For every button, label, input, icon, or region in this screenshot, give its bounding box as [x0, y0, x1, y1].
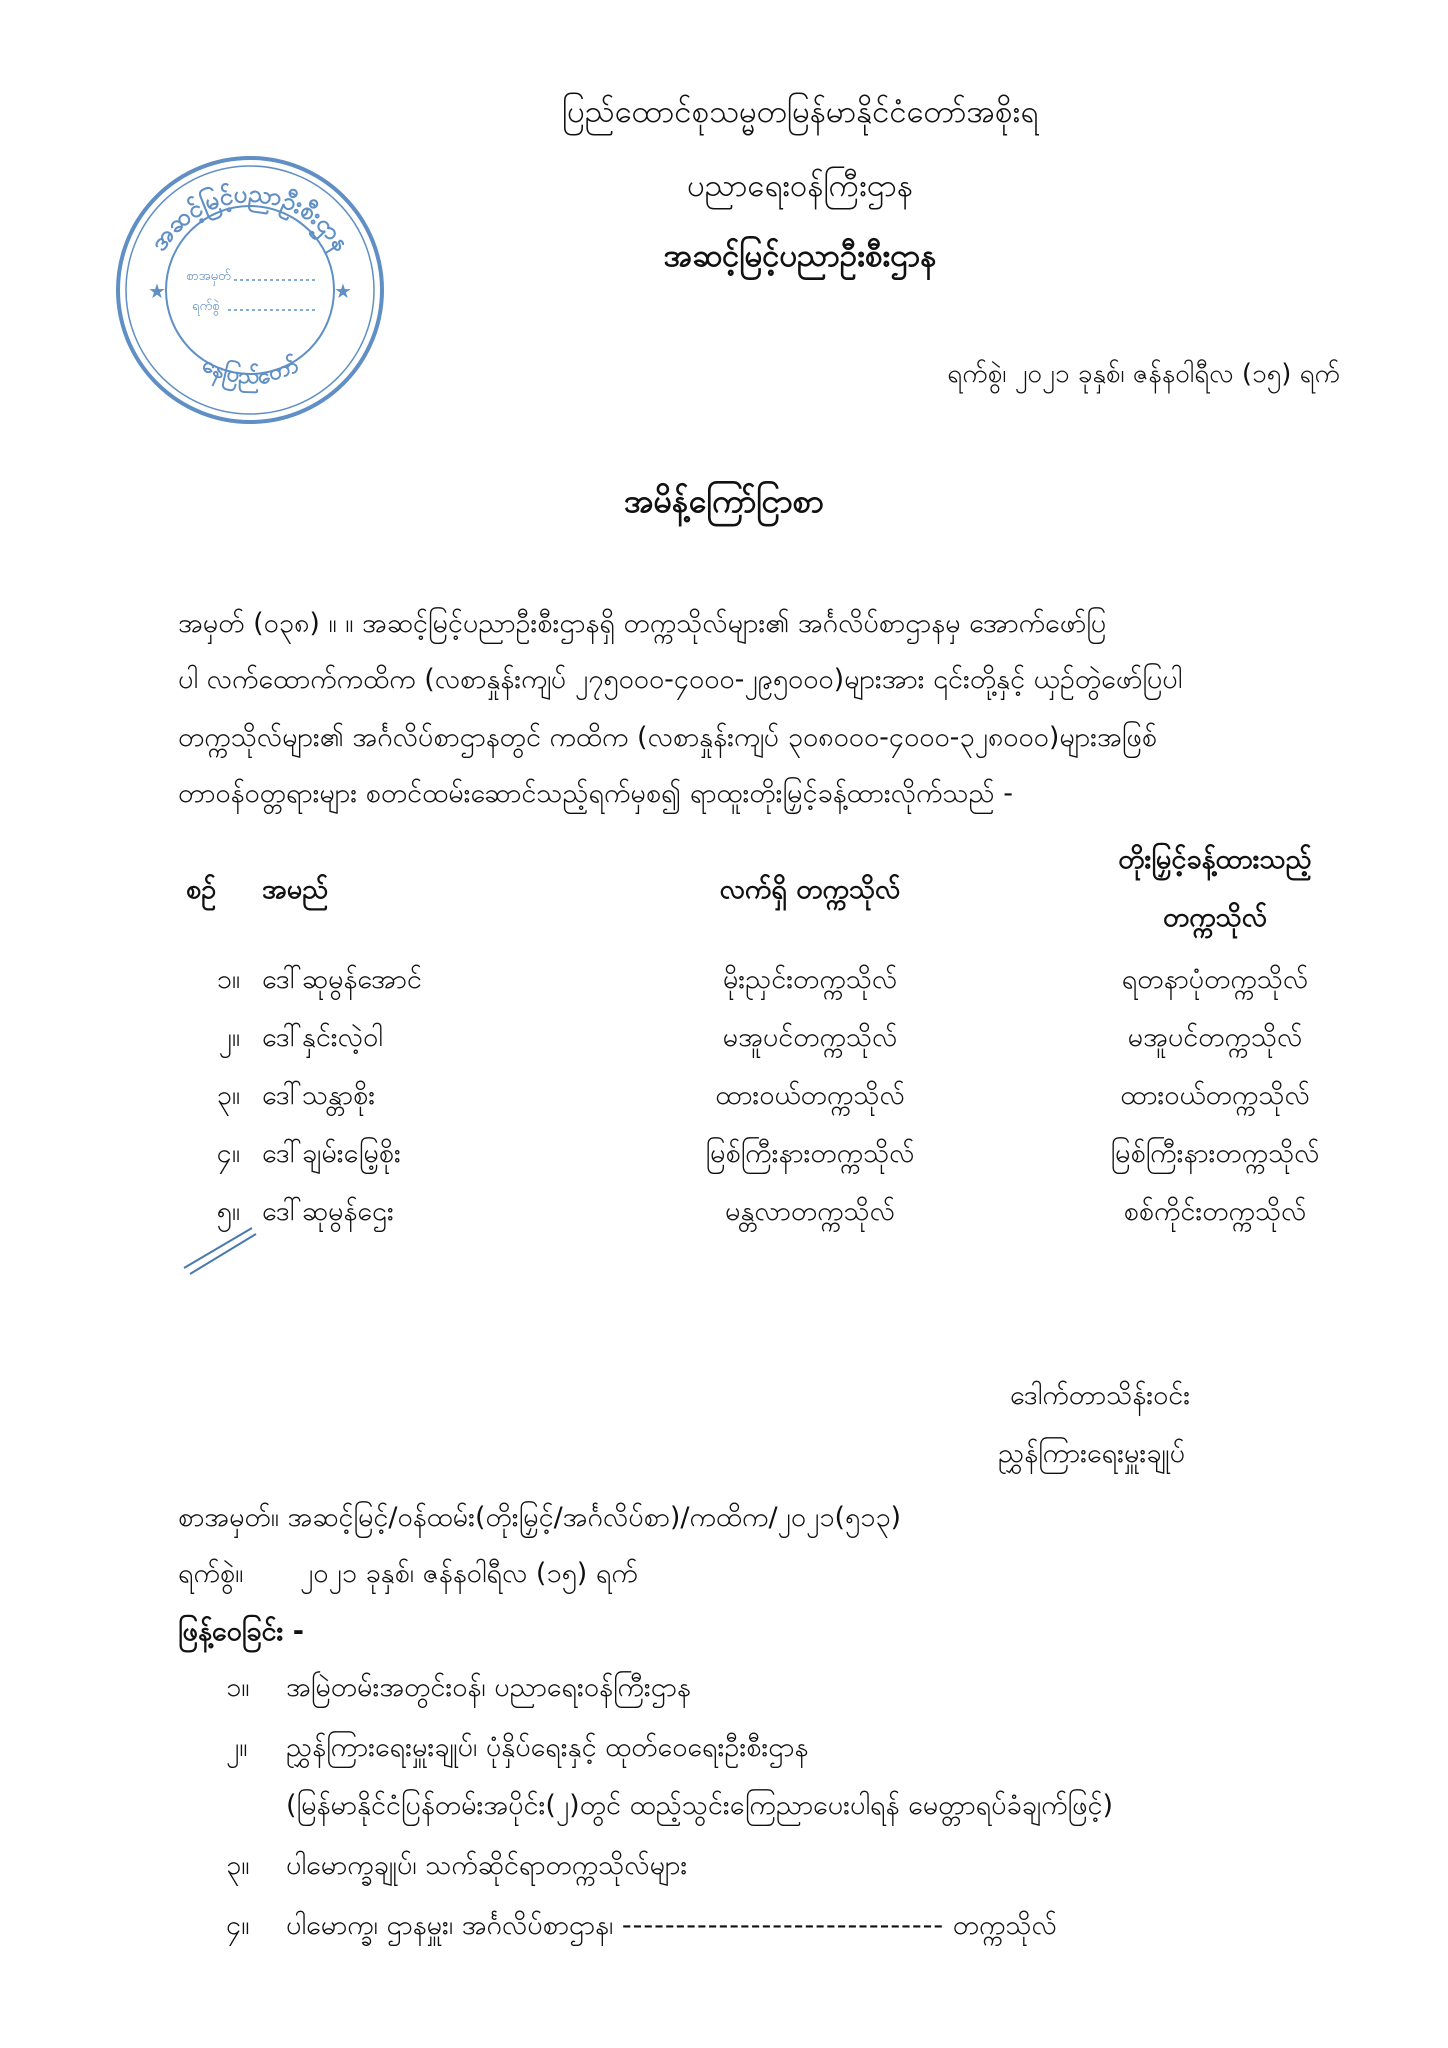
body-line-1: အမှတ် (၀၃၈) ။ ။ အဆင့်မြင့်ပညာဦးစီးဌာနရှိ တက္ကသိုလ်များ၏ အင်္ဂလိပ်စာဌာနမှ အောက်ဖော်ပြ	[178, 608, 1107, 639]
row-current-university: မန္တလာတက္ကသိုလ်	[725, 1196, 895, 1227]
row-promoted-university: ထားဝယ်တက္ကသိုလ်	[1120, 1080, 1310, 1111]
blank-fill-line: ------------------------------	[621, 1910, 945, 1941]
row-current-university: မအူပင်တက္ကသိုလ်	[722, 1022, 898, 1053]
row-current-university: မြစ်ကြီးနားတက္ကသိုလ်	[705, 1138, 915, 1169]
row-number: ၅။	[216, 1196, 240, 1227]
distribution-item-number: ၄။	[226, 1910, 250, 1941]
svg-text:နေပြည်တော်	[196, 351, 302, 394]
body-line-3: တက္ကသိုလ်များ၏ အင်္ဂလိပ်စာဌာနတွင် ကထိက (လစာနှုန်းကျပ် ၃၀၈၀၀၀-၄၀၀၀-၃၂၈၀၀၀)များအဖြစ်	[178, 722, 1157, 753]
distribution-item-text-end: တက္ကသိုလ်	[952, 1910, 1057, 1941]
signatory-title: ညွှန်ကြားရေးမှူးချုပ်	[998, 1438, 1186, 1469]
distribution-item-text: အမြဲတမ်းအတွင်းဝန်၊ ပညာရေးဝန်ကြီးဌာန	[286, 1672, 691, 1703]
reference-date-label: ရက်စွဲ။	[178, 1558, 244, 1589]
distribution-item-number: ၁။	[226, 1672, 250, 1703]
seal-bottom-text: နေပြည်တော်	[198, 352, 302, 391]
seal-star-left-icon: ★	[148, 279, 166, 303]
row-number: ၂။	[218, 1022, 240, 1053]
table-header-promoted-1: တိုးမြှင့်ခန့်ထားသည့်	[1118, 844, 1312, 875]
distribution-item-text: ပါမောက္ခချုပ်၊ သက်ဆိုင်ရာတက္ကသိုလ်များ	[286, 1850, 688, 1881]
seal-field-1: စာအမှတ်	[186, 269, 231, 284]
row-name: ဒေါ်ဆုမွန်အောင်	[262, 964, 422, 995]
government-name: ပြည်ထောင်စုသမ္မတမြန်မာနိုင်ငံတော်အစိုးရ	[561, 94, 1039, 130]
document-title: အမိန့်ကြော်ငြာစာ	[624, 482, 824, 520]
row-number: ၁။	[216, 964, 240, 995]
distribution-heading: ဖြန့်ဝေခြင်း -	[178, 1616, 304, 1647]
row-name: ဒေါ်ချမ်းမြေ့စိုး	[262, 1138, 401, 1169]
distribution-item-text: ပါမောက္ခ၊ ဌာနမှူး၊ အင်္ဂလိပ်စာဌာန၊	[286, 1910, 614, 1941]
row-promoted-university: မြစ်ကြီးနားတက္ကသိုလ်	[1110, 1138, 1320, 1169]
distribution-item-text: ညွှန်ကြားရေးမှူးချုပ်၊ ပုံနှိပ်ရေးနှင့် ထုတ်ဝေရေးဦးစီးဌာန	[286, 1732, 809, 1763]
body-line-2: ပါ လက်ထောက်ကထိက (လစာနှုန်းကျပ် ၂၇၅၀၀၀-၄၀၀၀-၂၉၅၀၀၀)များအား ၎င်းတို့နှင့် ယှဉ်တွဲဖော်ပြပါ	[178, 664, 1183, 695]
row-promoted-university: ရတနာပုံတက္ကသိုလ်	[1121, 964, 1309, 995]
body-line-4: တာဝန်ဝတ္တရားများ စတင်ထမ်းဆောင်သည့်ရက်မှစ၍ ရာထူးတိုးမြှင့်ခန့်ထားလိုက်သည် -	[178, 778, 1013, 809]
distribution-item-number: ၂။	[226, 1732, 248, 1763]
row-promoted-university: မအူပင်တက္ကသိုလ်	[1127, 1022, 1303, 1053]
reference-date-value: ၂၀၂၁ ခုနှစ်၊ ဇန်နဝါရီလ (၁၅) ရက်	[300, 1558, 638, 1589]
reference-number: စာအမှတ်။ အဆင့်မြင့်/ဝန်ထမ်း(တိုးမြှင့်/အင်္ဂလိပ်စာ)/ကထိက/၂၀၂၁(၅၁၃)	[178, 1502, 902, 1533]
row-name: ဒေါ်ဆုမွန်ဌေး	[262, 1196, 394, 1227]
row-promoted-university: စစ်ကိုင်းတက္ကသိုလ်	[1123, 1196, 1307, 1227]
ministry-name: ပညာရေးဝန်ကြီးဌာန	[687, 168, 913, 204]
distribution-item-note: (မြန်မာနိုင်ငံပြန်တမ်းအပိုင်း(၂)တွင် ထည့်သွင်းကြေညာပေးပါရန် မေတ္တာရပ်ခံချက်ဖြင့်)	[286, 1790, 1114, 1821]
department-name: အဆင့်မြင့်ပညာဦးစီးဌာန	[663, 238, 937, 274]
row-name: ဒေါ်သန္တာစိုး	[262, 1080, 376, 1111]
date-line: ရက်စွဲ၊ ၂၀၂၁ ခုနှစ်၊ ဇန်နဝါရီလ (၁၅) ရက်	[947, 359, 1340, 389]
row-number: ၄။	[216, 1138, 240, 1169]
table-header-promoted-2: တက္ကသိုလ်	[1162, 902, 1268, 933]
distribution-item-number: ၃။	[226, 1850, 250, 1881]
table-header-name: အမည်	[262, 874, 329, 905]
seal-field-2: ရက်စွဲ	[192, 299, 220, 314]
row-name: ဒေါ်နှင်းလဲ့ဝါ	[262, 1022, 383, 1053]
row-current-university: ထားဝယ်တက္ကသိုလ်	[715, 1080, 905, 1111]
row-current-university: မိုးညှင်းတက္ကသိုလ်	[722, 964, 898, 995]
signatory-name: ဒေါက်တာသိန်းဝင်း	[1010, 1380, 1191, 1411]
seal-top-text: အဆင့်မြင့်ပညာဦးစီးဌာန	[144, 178, 356, 257]
table-header-current: လက်ရှိ တက္ကသိုလ်	[719, 874, 901, 905]
seal-star-right-icon: ★	[334, 279, 352, 303]
pen-mark-icon	[180, 1218, 260, 1278]
distribution-item-row	[286, 1908, 1057, 1948]
table-header-no: စဉ်	[186, 874, 217, 905]
row-number: ၃။	[216, 1080, 240, 1111]
